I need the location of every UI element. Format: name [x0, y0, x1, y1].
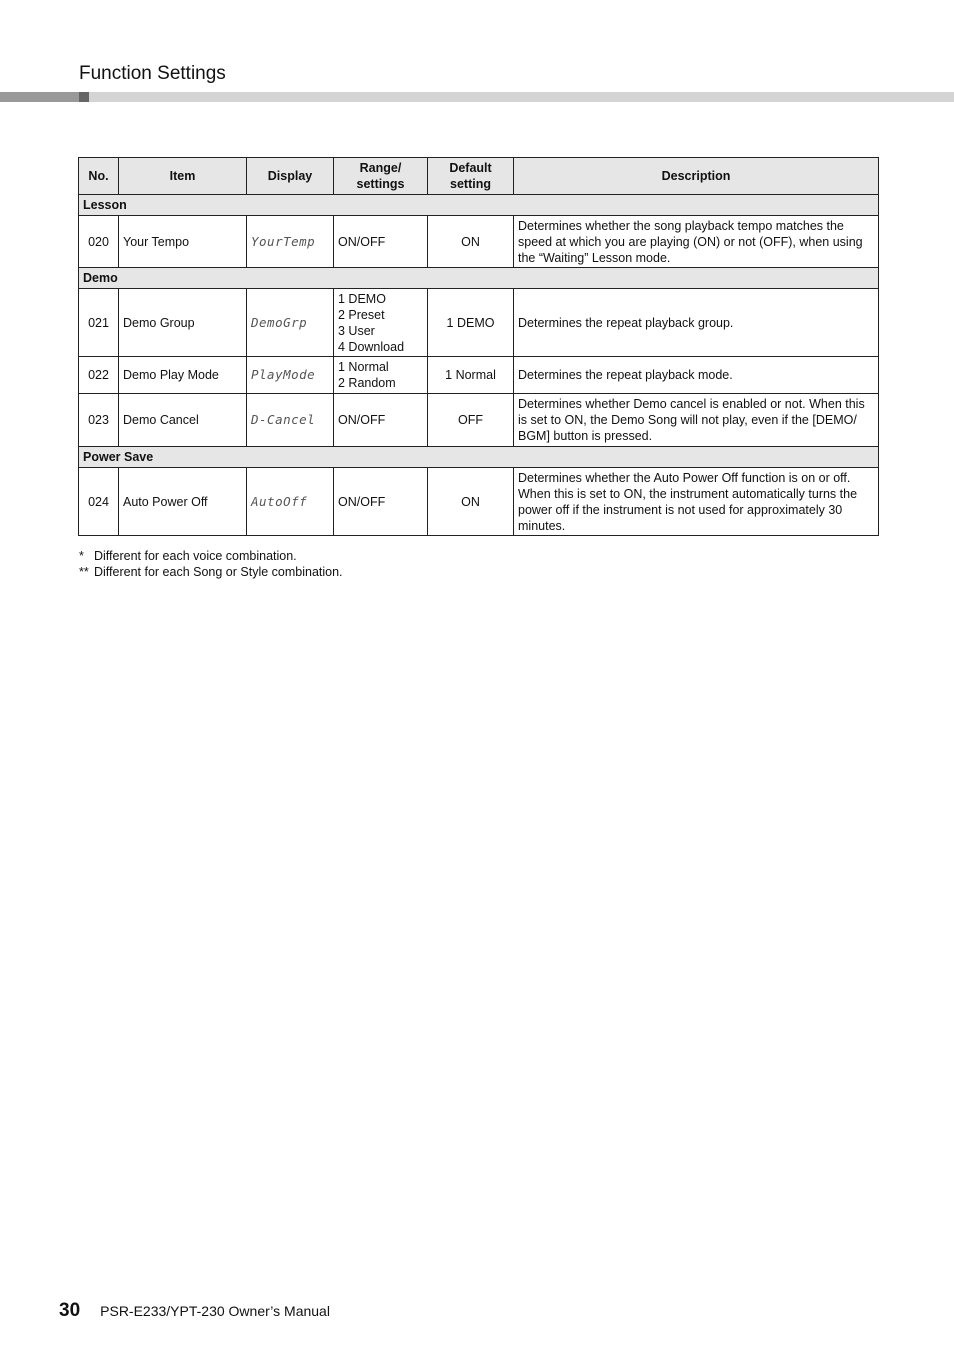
page-footer: [59, 1300, 330, 1322]
cell-item: Auto Power Off: [119, 468, 247, 536]
footnotes: [79, 549, 343, 580]
section-row-power-save: [79, 447, 879, 468]
footnote-text: Different for each Song or Style combination.: [94, 564, 343, 579]
cell-display: AutoOff: [247, 468, 334, 536]
table-row: [79, 216, 879, 268]
col-header-default: Default setting: [428, 158, 514, 195]
section-label: Demo: [79, 268, 879, 289]
cell-range: 1 DEMO 2 Preset 3 User 4 Download: [334, 289, 428, 357]
header-bar-left: [0, 92, 79, 102]
function-settings-table: [78, 157, 879, 536]
cell-no: 021: [79, 289, 119, 357]
table-header-row: [79, 158, 879, 195]
cell-display: D-Cancel: [247, 394, 334, 447]
cell-item: Your Tempo: [119, 216, 247, 268]
footnote-text: Different for each voice combination.: [94, 549, 297, 563]
table-row: [79, 394, 879, 447]
cell-range: ON/OFF: [334, 216, 428, 268]
section-row-lesson: [79, 195, 879, 216]
manual-title: PSR-E233/YPT-230 Owner’s Manual: [100, 1303, 330, 1319]
col-header-range: Range/ settings: [334, 158, 428, 195]
cell-default: ON: [428, 468, 514, 536]
cell-default: 1 DEMO: [428, 289, 514, 357]
col-header-description: Description: [514, 158, 879, 195]
cell-no: 022: [79, 357, 119, 394]
cell-item: Demo Group: [119, 289, 247, 357]
section-row-demo: [79, 268, 879, 289]
cell-default: 1 Normal: [428, 357, 514, 394]
footnote-mark: *: [79, 549, 84, 563]
cell-display: YourTemp: [247, 216, 334, 268]
header-bar-right: [89, 92, 954, 102]
cell-range: ON/OFF: [334, 468, 428, 536]
table-row: [79, 357, 879, 394]
col-header-display: Display: [247, 158, 334, 195]
cell-no: 020: [79, 216, 119, 268]
cell-description: Determines whether Demo cancel is enabled or not. When this is set to ON, the Demo Song will not play, even if the [DEMO/ BGM] button is pressed.: [514, 394, 879, 447]
footnote: [79, 565, 343, 581]
cell-display: PlayMode: [247, 357, 334, 394]
cell-description: Determines the repeat playback mode.: [514, 357, 879, 394]
cell-description: Determines the repeat playback group.: [514, 289, 879, 357]
cell-default: ON: [428, 216, 514, 268]
header-bar-marker: [79, 92, 89, 102]
table-row: [79, 468, 879, 536]
cell-item: Demo Cancel: [119, 394, 247, 447]
cell-no: 023: [79, 394, 119, 447]
col-header-no: No.: [79, 158, 119, 195]
section-label: Lesson: [79, 195, 879, 216]
cell-description: Determines whether the Auto Power Off function is on or off. When this is set to ON, the instrument automatically turns the power off if the instrument is not used for approximately 30 minutes.: [514, 468, 879, 536]
footnote: [79, 549, 343, 565]
cell-range: ON/OFF: [334, 394, 428, 447]
cell-display: DemoGrp: [247, 289, 334, 357]
page-title: Function Settings: [79, 63, 226, 84]
cell-range: 1 Normal 2 Random: [334, 357, 428, 394]
cell-default: OFF: [428, 394, 514, 447]
section-label: Power Save: [79, 447, 879, 468]
cell-description: Determines whether the song playback tempo matches the speed at which you are playing (ON) or not (OFF), when using the “Waiting” Lesson mode.: [514, 216, 879, 268]
col-header-item: Item: [119, 158, 247, 195]
page-number: 30: [59, 1300, 81, 1321]
table-row: [79, 289, 879, 357]
cell-item: Demo Play Mode: [119, 357, 247, 394]
footnote-mark: **: [79, 564, 89, 579]
cell-no: 024: [79, 468, 119, 536]
